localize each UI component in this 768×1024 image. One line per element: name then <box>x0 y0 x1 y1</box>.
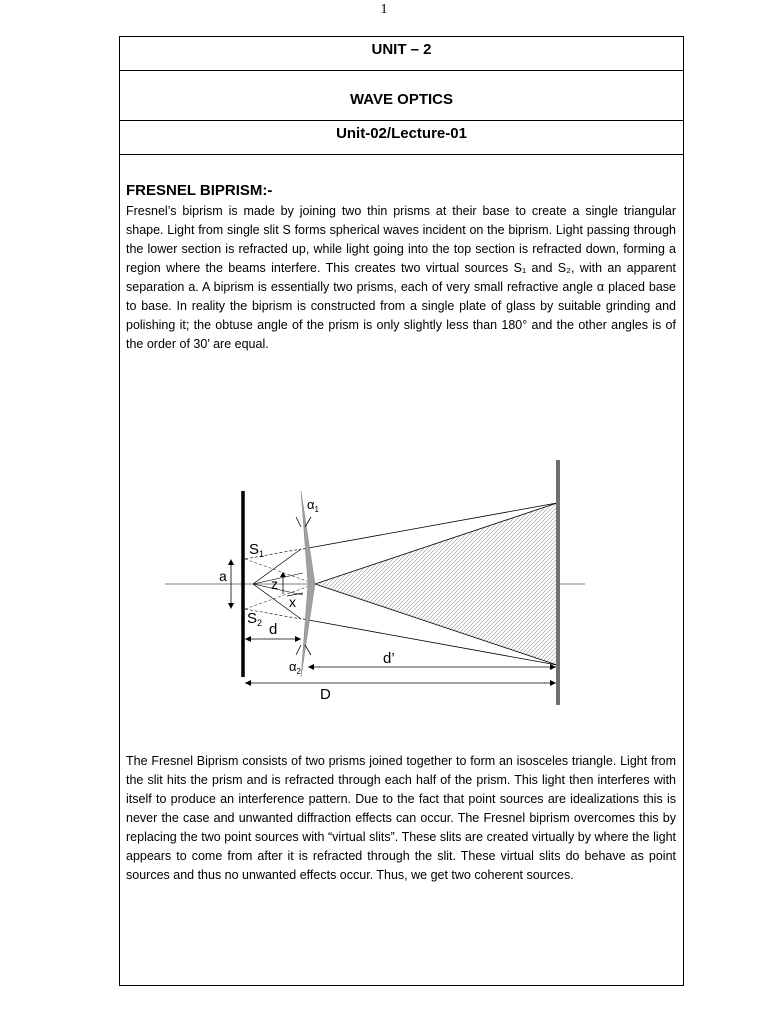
unit-heading: UNIT – 2 <box>120 37 683 71</box>
intro-paragraph: Fresnel’s biprism is made by joining two thin prisms at their base to create a single triangular shape. Light from single slit S forms spherical waves incident on the biprism. Light passing through the lower section is refracted up, while light going into the top section is refracted down, forming a region where the beams interfere. This creates two virtual sources S₁ and S₂, with an apparent separation a. A biprism is essentially two prisms, each of very small refractive angle α placed base to base. In reality the biprism is constructed from a single plate of glass by suitable grinding and polishing it; the obtuse angle of the prism is only slightly less than 180° and the other angles is of the order of 30’ are equal. <box>126 204 676 351</box>
document-frame <box>119 36 684 986</box>
label-d-prime: d’ <box>383 650 395 667</box>
alpha1-tick <box>296 517 301 527</box>
label-z: z <box>271 576 278 592</box>
ray-virtual-s2b <box>245 584 315 609</box>
label-alpha2: $\alpha_2$ <box>289 659 301 676</box>
label-x: x <box>289 594 296 610</box>
biprism-diagram <box>165 455 645 755</box>
label-a: a <box>219 568 227 584</box>
lecture-heading: Unit-02/Lecture-01 <box>120 121 683 155</box>
arrow-d-head-l <box>245 636 251 642</box>
arrow-a-head-top <box>228 559 234 565</box>
label-d: d <box>269 621 278 638</box>
interference-region <box>315 503 557 665</box>
section-title: FRESNEL BIPRISM:- <box>126 182 273 199</box>
arrow-a-head-bottom <box>228 603 234 609</box>
arrow-d-head-r <box>295 636 301 642</box>
label-s2: $S_2$ <box>247 610 263 628</box>
ray-virtual-s1b <box>245 559 315 584</box>
arrow-D-head-r <box>550 680 556 686</box>
arrow-D-head-l <box>245 680 251 686</box>
alpha2-tick-r <box>305 645 311 655</box>
label-s1: $S_1$ <box>249 541 265 559</box>
arrow-z-head <box>280 572 286 577</box>
label-D: D <box>320 686 331 703</box>
explanation-paragraph: The Fresnel Biprism consists of two prisms joined together to form an isosceles triangle. Light from the slit hits the prism and is refracted through each half of the prism. This light then interferes with itself to produce an interference pattern. Due to the fact that point sources are idealizations this is never the case and unwanted diffraction effects can occur. The Fresnel biprism overcomes this by replacing the two point sources with “virtual slits”. These slits are created virtually by where the light appears to come from after it is refracted through the slit. These virtual slits do behave as point sources and thus no unwanted effects occur. Thus, we get two coherent sources. <box>126 754 676 882</box>
subject-heading: WAVE OPTICS <box>120 71 683 121</box>
page-number: 1 <box>380 2 388 17</box>
label-alpha1: $\alpha_1$ <box>307 497 319 514</box>
arrow-dp-head-l <box>308 664 314 670</box>
alpha2-tick <box>296 645 301 655</box>
